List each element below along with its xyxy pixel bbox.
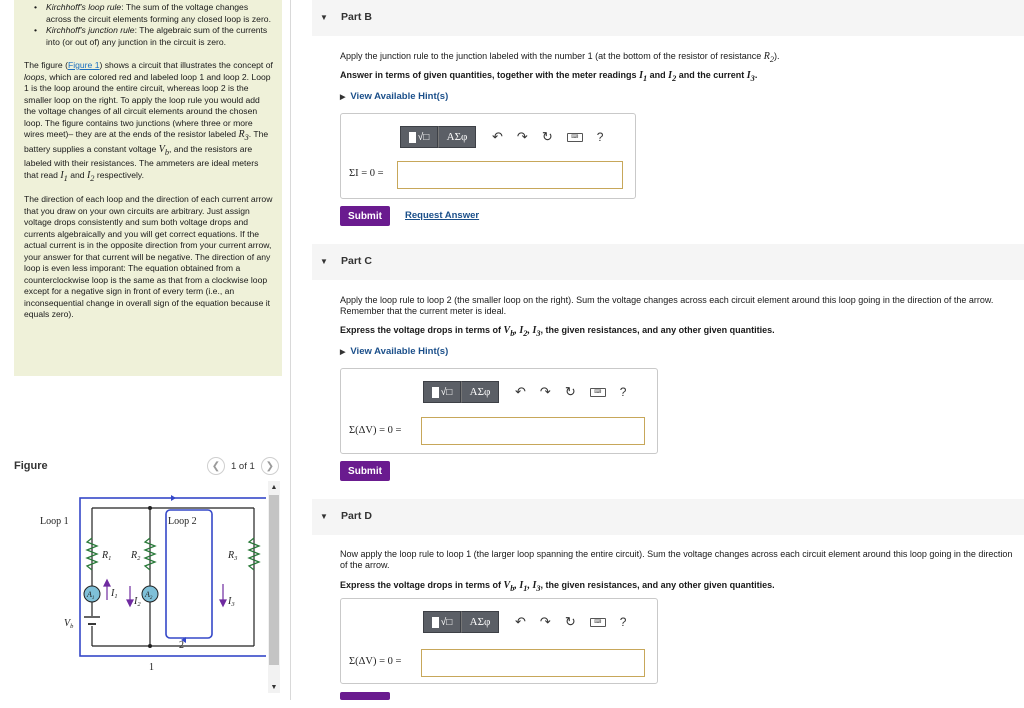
part-b-hint-link[interactable] <box>340 91 448 102</box>
math-toolbar <box>423 611 626 633</box>
request-answer-link[interactable]: Request Answer <box>405 210 480 221</box>
chevron-down-icon[interactable]: ▼ <box>320 13 328 22</box>
redo-icon[interactable]: ↷ <box>539 384 551 399</box>
text: Express the voltage drops in terms of <box>340 580 504 590</box>
part-c-answer-input[interactable] <box>421 417 645 445</box>
sub: b <box>70 623 74 630</box>
sub: b <box>164 147 169 157</box>
hint-label: View Available Hint(s) <box>350 91 449 102</box>
sym: A <box>145 590 150 599</box>
text: loops <box>24 71 45 82</box>
text: , the given resistances, and any other given quantities. <box>540 325 775 335</box>
text: Answer in terms of given quantities, together with the meter readings <box>340 70 640 80</box>
rule-text: : The sum of the voltage changes across the circuit elements forming any closed loop is zero. <box>46 2 271 24</box>
chevron-left-icon[interactable]: ❮ <box>207 457 225 475</box>
greek-symbols-button[interactable]: ΑΣφ <box>438 126 476 148</box>
text: and the current <box>676 70 747 80</box>
part-d-answer-input[interactable] <box>421 649 645 677</box>
part-b-instruction <box>340 70 1024 84</box>
intro-paragraph-1 <box>24 60 274 184</box>
sym: R <box>131 550 138 561</box>
sym: R <box>228 550 235 561</box>
label-i1 <box>110 588 118 600</box>
chevron-right-icon[interactable]: ❯ <box>261 457 279 475</box>
symbol-i1 <box>639 70 647 81</box>
part-c-question: Apply the loop rule to loop 2 (the smaller loop on the right). Sum the voltage changes across each circuit element around this loop going in the direction of the arrow. <box>340 295 994 305</box>
keyboard-icon[interactable]: ⌨ <box>590 618 606 627</box>
part-d-equation-label: Σ(ΔV) = 0 = <box>349 656 402 667</box>
rule-text: : The algebraic sum of the currents into (or out of) any junction in the circuit is zero. <box>46 25 268 47</box>
caret-right-icon: ▶ <box>340 349 346 356</box>
text: , and the resistors are labeled with their resistances. The ammeters are ideal meters that read <box>24 143 259 180</box>
sym: A <box>87 590 92 599</box>
reset-icon[interactable]: ↻ <box>564 614 576 629</box>
symbols: $V_b$, $I_1$, $I_3$ <box>503 580 541 593</box>
symbol-i3 <box>747 70 755 81</box>
sub: 1 <box>63 173 68 183</box>
caret-right-icon: ▶ <box>340 94 346 101</box>
text: and <box>647 70 669 80</box>
text: Express the voltage drops in terms of <box>340 325 504 335</box>
square-icon <box>409 132 416 143</box>
text: and <box>67 169 87 180</box>
toolbar-actions <box>515 614 626 630</box>
sym: R <box>763 51 770 62</box>
sub: 3 <box>750 74 755 83</box>
greek-symbols-button[interactable]: ΑΣφ <box>461 381 499 403</box>
column-divider <box>290 0 291 700</box>
rule-term: Kirchhoff's loop rule <box>46 2 122 12</box>
sym: V <box>158 143 165 155</box>
label-r3 <box>227 550 238 562</box>
sym: I <box>60 169 64 181</box>
sym: V <box>64 618 71 629</box>
circuit-wires <box>92 508 254 646</box>
sym: I <box>111 588 115 599</box>
current-arrows <box>104 580 226 606</box>
text: ) shows a circuit that illustrates the concept of <box>99 60 273 70</box>
figure-pager <box>207 457 279 475</box>
junction-bottom <box>148 644 152 648</box>
undo-icon[interactable]: ↶ <box>492 129 503 144</box>
figure-link[interactable]: Figure 1 <box>67 60 100 70</box>
rule-loop <box>34 2 274 25</box>
keyboard-icon[interactable]: ⌨ <box>590 388 606 397</box>
text: ). <box>774 51 780 61</box>
label: √□ <box>417 131 430 143</box>
part-d-submit-button[interactable] <box>340 692 390 700</box>
sym: I <box>639 70 643 81</box>
hint-label: View Available Hint(s) <box>350 346 449 357</box>
label-node-2: 2 <box>179 640 184 651</box>
sub: 3 <box>231 601 235 608</box>
rule-junction <box>34 25 274 48</box>
scroll-thumb[interactable] <box>269 495 279 665</box>
part-b-equation-label: ΣI = 0 = <box>349 168 384 179</box>
figure-header <box>14 457 282 477</box>
symbol-i1 <box>60 170 68 181</box>
templates-button[interactable] <box>400 126 438 148</box>
symbol-r2 <box>764 51 774 62</box>
math-toolbar <box>400 126 603 148</box>
part-b-header[interactable] <box>312 0 1024 36</box>
pager-label: 1 of 1 <box>231 460 255 472</box>
part-d-answer-box <box>340 598 658 684</box>
loop-direction-arrow <box>171 495 176 501</box>
undo-icon[interactable]: ↶ <box>515 614 526 629</box>
sub: 1 <box>114 593 118 600</box>
part-c-submit-button[interactable]: Submit <box>340 461 390 481</box>
sub: 3 <box>244 133 249 142</box>
sub: 1 <box>91 596 95 601</box>
math-toolbar <box>423 381 626 403</box>
help-button[interactable]: ? <box>619 615 627 629</box>
label-node-1: 1 <box>149 662 154 673</box>
part-c-note: Remember that the current meter is ideal. <box>340 306 507 316</box>
text: Apply the junction rule to the junction labeled with the number 1 (at the bottom of the resistor of resistance <box>340 51 764 61</box>
sub: 2 <box>149 596 153 601</box>
chevron-down-icon[interactable]: ▼ <box>320 512 328 521</box>
rules-list <box>24 2 274 48</box>
undo-icon[interactable]: ↶ <box>515 384 526 399</box>
sym: I <box>134 596 138 607</box>
junction-top <box>148 506 152 510</box>
square-icon <box>432 387 439 398</box>
label-r1 <box>101 550 111 562</box>
sub: 2 <box>90 173 95 183</box>
label-i2 <box>133 596 141 608</box>
toolbar-actions <box>515 384 626 400</box>
reset-icon[interactable]: ↻ <box>541 129 553 144</box>
sym: I <box>86 169 91 181</box>
help-button[interactable]: ? <box>619 385 627 399</box>
intro-panel <box>14 0 282 376</box>
scroll-down-icon[interactable]: ▼ <box>270 683 278 691</box>
rule-term: Kirchhoff's junction rule <box>46 25 135 35</box>
help-button[interactable]: ? <box>596 130 604 144</box>
label-i3 <box>227 596 235 608</box>
circuit-diagram <box>14 480 266 690</box>
text: , which are colored red and labeled loop 1 and loop 2. Loop 1 is the loop around the entire circuit, whereas loop 2 is the smaller loop on the right. To apply the loop rule you would add the voltage changes of all circuit elements around the chosen loop. The figure contains two junctions (where three or more wires meet)– they are at the ends of the resistor labeled <box>24 71 271 139</box>
chevron-down-icon[interactable]: ▼ <box>320 257 328 266</box>
greek-symbols-button[interactable]: ΑΣφ <box>461 611 499 633</box>
keyboard-icon[interactable]: ⌨ <box>567 133 583 142</box>
symbol-r3 <box>238 129 248 140</box>
part-c-hint-link[interactable] <box>340 346 448 357</box>
toolbar-actions <box>492 129 603 145</box>
sub: 2 <box>672 74 677 83</box>
part-b-submit-button[interactable]: Submit <box>340 206 390 226</box>
part-d-header[interactable] <box>312 499 1024 535</box>
templates-button[interactable] <box>423 611 461 633</box>
reset-icon[interactable]: ↻ <box>564 384 576 399</box>
part-b-answer-input[interactable] <box>397 161 623 189</box>
sub: 2 <box>137 555 141 562</box>
sub: 2 <box>769 55 775 64</box>
label-loop2: Loop 2 <box>168 516 197 527</box>
text: The figure ( <box>24 60 68 70</box>
sym: I <box>746 70 751 81</box>
label-loop1: Loop 1 <box>40 516 69 527</box>
text: . <box>754 70 758 80</box>
text: . The battery supplies a constant voltage <box>24 129 269 154</box>
part-b-title: Part B <box>341 11 372 23</box>
text: , the given resistances, and any other given quantities. <box>540 580 775 590</box>
figure-scrollbar[interactable] <box>268 481 280 693</box>
part-c-instruction <box>340 325 1024 339</box>
part-d-instruction <box>340 580 1024 594</box>
part-d-question: Now apply the loop rule to loop 1 (the larger loop spanning the entire circuit). Sum the voltage changes across each circuit element around this loop going in the direction of the arrow. <box>340 549 1013 570</box>
part-b-question <box>340 51 1024 65</box>
redo-icon[interactable]: ↷ <box>516 129 528 144</box>
part-c-header[interactable] <box>312 244 1024 280</box>
text: respectively. <box>94 169 144 180</box>
sym: I <box>228 596 232 607</box>
redo-icon[interactable]: ↷ <box>539 614 551 629</box>
part-d-title: Part D <box>341 510 372 522</box>
square-icon <box>432 617 439 628</box>
label-vb <box>64 618 74 630</box>
sub: 3 <box>234 555 238 562</box>
intro-paragraph-2: The direction of each loop and the direction of each current arrow that you draw on your own circuits are arbitrary. Just assign voltage drops consistently and sum both voltage drops and currents algebraically and you will get correct equations. If the actual current is in the opposite direction from your current arrow, your answer for that current will be negative. The direction of any loop is even less imporant: The equation obtained from a counterclockwise loop is the same as that from a clockwise loop except for a negative sign in front of every term (i.e., an inconsequential change in overall sign of the equation because it equals zero). <box>24 194 273 319</box>
part-c-equation-label: Σ(ΔV) = 0 = <box>349 425 402 436</box>
sub: 1 <box>108 555 112 562</box>
figure-title: Figure <box>14 460 48 472</box>
part-c-answer-box <box>340 368 658 454</box>
scroll-up-icon[interactable]: ▲ <box>270 483 278 491</box>
part-b-answer-box <box>340 113 636 199</box>
label-r2 <box>130 550 141 562</box>
part-c-title: Part C <box>341 255 372 267</box>
label: √□ <box>440 616 453 628</box>
loop2-path <box>166 510 212 638</box>
sym: R <box>238 129 245 140</box>
sub: 2 <box>137 601 141 608</box>
sym: R <box>102 550 109 561</box>
sym: I <box>668 70 673 81</box>
label: √□ <box>440 386 453 398</box>
symbols: $V_b$, $I_2$, $I_3$ <box>503 325 541 338</box>
templates-button[interactable] <box>423 381 461 403</box>
symbol-vb <box>159 144 169 155</box>
sub: 1 <box>642 74 648 83</box>
